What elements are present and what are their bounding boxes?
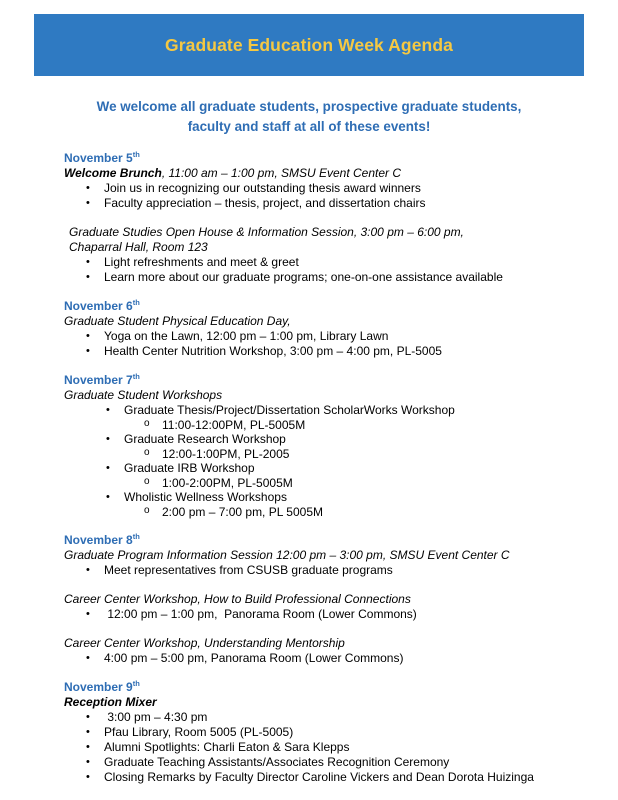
list-item: • Meet representatives from CSUSB graduate programs	[64, 563, 584, 578]
list-item	[64, 432, 584, 461]
date-heading-nov-7: November 7th	[64, 372, 140, 387]
workshop-name: Graduate Thesis/Project/Dissertation ScholarWorks Workshop	[124, 403, 455, 417]
agenda-banner	[34, 14, 584, 76]
event-bullets	[64, 181, 584, 211]
event-welcome-brunch	[64, 166, 584, 181]
list-item: • Graduate Teaching Assistants/Associates Recognition Ceremony	[64, 755, 584, 770]
event-bullets	[64, 563, 584, 578]
list-item: • Yoga on the Lawn, 12:00 pm – 1:00 pm, Library Lawn	[64, 329, 584, 344]
date-heading-nov-5: November 5th	[64, 150, 140, 165]
workshop-time: o 1:00-2:00PM, PL-5005M	[124, 476, 584, 490]
event-career-mentorship: Career Center Workshop, Understanding Mentorship	[64, 636, 345, 650]
date-heading-nov-6: November 6th	[64, 298, 140, 313]
event-program-info-session: Graduate Program Information Session 12:00 pm – 3:00 pm, SMSU Event Center C	[64, 548, 510, 562]
event-title-line-1: Graduate Studies Open House & Information Session, 3:00 pm – 6:00 pm,	[69, 225, 464, 239]
page-title: Graduate Education Week Agenda	[165, 34, 453, 55]
agenda-list	[64, 151, 584, 785]
list-item: • Closing Remarks by Faculty Director Caroline Vickers and Dean Dorota Huizinga	[64, 770, 584, 785]
list-item	[64, 490, 584, 519]
workshop-time: o 11:00-12:00PM, PL-5005M	[124, 418, 584, 432]
welcome-line-1: We welcome all graduate students, prospective graduate students,	[96, 99, 522, 114]
workshop-name: Graduate IRB Workshop	[124, 461, 255, 475]
event-details: , 11:00 am – 1:00 pm, SMSU Event Center C	[161, 166, 402, 180]
list-item: • Pfau Library, Room 5005 (PL-5005)	[64, 725, 584, 740]
event-physical-education-day: Graduate Student Physical Education Day,	[64, 314, 291, 328]
list-item	[64, 461, 584, 490]
event-title-line-2: Chaparral Hall, Room 123	[69, 240, 208, 254]
event-title: Welcome Brunch	[64, 166, 162, 180]
event-bullets	[64, 255, 584, 285]
list-item: • Light refreshments and meet & greet	[64, 255, 584, 270]
event-bullets	[64, 329, 584, 359]
event-bullets	[64, 607, 584, 622]
welcome-line-2: faculty and staff at all of these events!	[187, 119, 431, 134]
welcome-message	[40, 97, 578, 137]
event-title: Reception Mixer	[64, 695, 157, 709]
workshop-time: o 2:00 pm – 7:00 pm, PL 5005M	[124, 505, 584, 519]
list-item: • Health Center Nutrition Workshop, 3:00 pm – 4:00 pm, PL-5005	[64, 344, 584, 359]
workshop-time: o 12:00-1:00PM, PL-2005	[124, 447, 584, 461]
list-item: • Faculty appreciation – thesis, project, and dissertation chairs	[64, 196, 584, 211]
list-item: • Learn more about our graduate programs; one-on-one assistance available	[64, 270, 584, 285]
event-bullets	[64, 710, 584, 785]
workshop-name: Wholistic Wellness Workshops	[124, 490, 287, 504]
event-open-house	[64, 225, 584, 255]
list-item: • 3:00 pm – 4:30 pm	[64, 710, 584, 725]
list-item: • 4:00 pm – 5:00 pm, Panorama Room (Lower Commons)	[64, 651, 584, 666]
event-student-workshops: Graduate Student Workshops	[64, 388, 223, 402]
list-item: • 12:00 pm – 1:00 pm, Panorama Room (Lower Commons)	[64, 607, 584, 622]
date-heading-nov-9: November 9th	[64, 679, 140, 694]
list-item: • Join us in recognizing our outstanding thesis award winners	[64, 181, 584, 196]
workshop-list	[64, 403, 584, 519]
list-item: • Alumni Spotlights: Charli Eaton & Sara Klepps	[64, 740, 584, 755]
list-item	[64, 403, 584, 432]
date-heading-nov-8: November 8th	[64, 532, 140, 547]
workshop-name: Graduate Research Workshop	[124, 432, 286, 446]
event-reception-mixer	[64, 695, 584, 710]
event-career-connections: Career Center Workshop, How to Build Professional Connections	[64, 592, 411, 606]
event-bullets	[64, 651, 584, 666]
